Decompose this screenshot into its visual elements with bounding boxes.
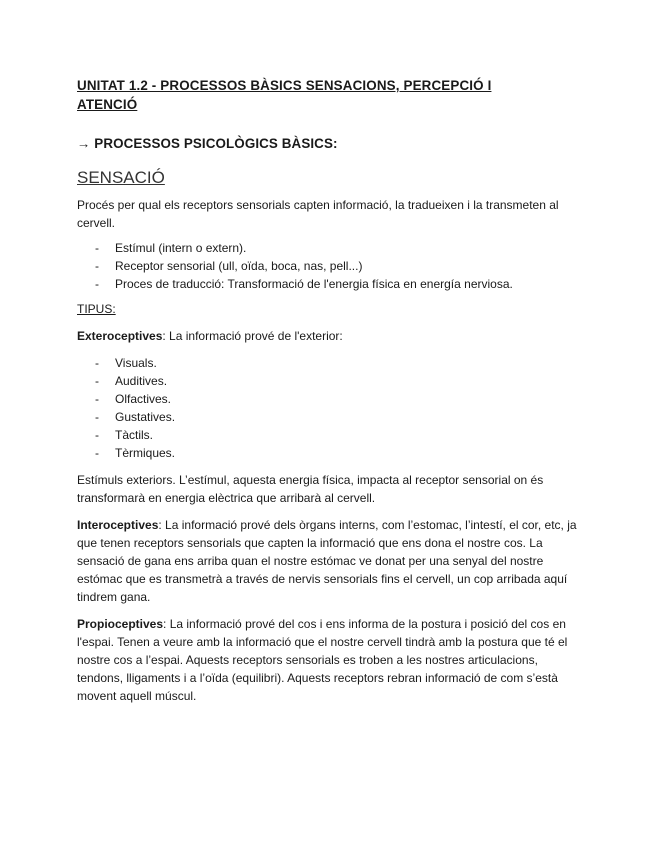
title-line-1: UNITAT 1.2 - PROCESSOS BÀSICS SENSACIONS, PERCEPCIÓ I <box>77 78 492 93</box>
list-item: - Visuals. <box>77 354 582 372</box>
exteroceptives-explanation: Estímuls exteriors. L’estímul, aquesta energia física, impacta al receptor sensorial on és transformarà en energia elèctrica que arribarà al cervell. <box>77 473 544 505</box>
tipus-label: TIPUS: <box>77 302 116 316</box>
title-line-2: ATENCIÓ <box>77 97 138 112</box>
list-item: - Olfactives. <box>77 390 582 408</box>
list-item: - Tèrmiques. <box>77 444 582 462</box>
list-item: - Proces de traducció: Transformació de l'energia física en energía nerviosa. <box>77 275 582 293</box>
exteroceptives-text: : La informació prové de l'exterior: <box>162 329 343 343</box>
interoceptives-term: Interoceptives <box>77 518 159 532</box>
interoceptives-paragraph <box>77 516 582 606</box>
list-item: - Receptor sensorial (ull, oïda, boca, nas, pell...) <box>77 257 582 275</box>
exteroceptives-term: Exteroceptives <box>77 329 163 343</box>
propioceptives-text: : La informació prové del cos i ens informa de la postura i posició del cos en l'espai. Tenen a veure amb la informació que el nostre cervell tindrà amb la postura que té el nostre cos a l’espai. Aquests receptors sensorials es troben a les nostres articulacions, tendons, lligaments i a l’oïda (equilibri). Aquests receptors rebran informació de com s’està movent aquell múscul. <box>77 617 568 703</box>
exteroceptives-list <box>77 354 582 462</box>
list-item: - Auditives. <box>77 372 582 390</box>
exteroceptives-paragraph <box>77 327 582 345</box>
subheading-sensacio: SENSACIÓ <box>77 168 165 187</box>
propioceptives-paragraph <box>77 615 582 705</box>
section-heading: → PROCESSOS PSICOLÒGICS BÀSICS: <box>77 136 338 151</box>
list-item: - Gustatives. <box>77 408 582 426</box>
intro-paragraph: Procés per qual els receptors sensorials capten informació, la tradueixen i la transmeten al cervell. <box>77 198 559 230</box>
propioceptives-term: Propioceptives <box>77 617 164 631</box>
interoceptives-text: : La informació prové dels òrgans interns, com l’estomac, l’intestí, el cor, etc, ja que tenen receptors sensorials que capten la informació que ens dona el nostre cos. La sensació de gana ens arriba quan el nostre estómac ve donat per una senyal del nostre estómac que es transmetrà a través de nervis sensorials fins el cervell, un cop arribada aquí tindrem gana. <box>77 518 577 604</box>
document-page <box>77 76 582 705</box>
document-title <box>77 76 582 114</box>
list-item: - Estímul (intern o extern). <box>77 239 582 257</box>
list-item: - Tàctils. <box>77 426 582 444</box>
intro-list <box>77 239 582 293</box>
